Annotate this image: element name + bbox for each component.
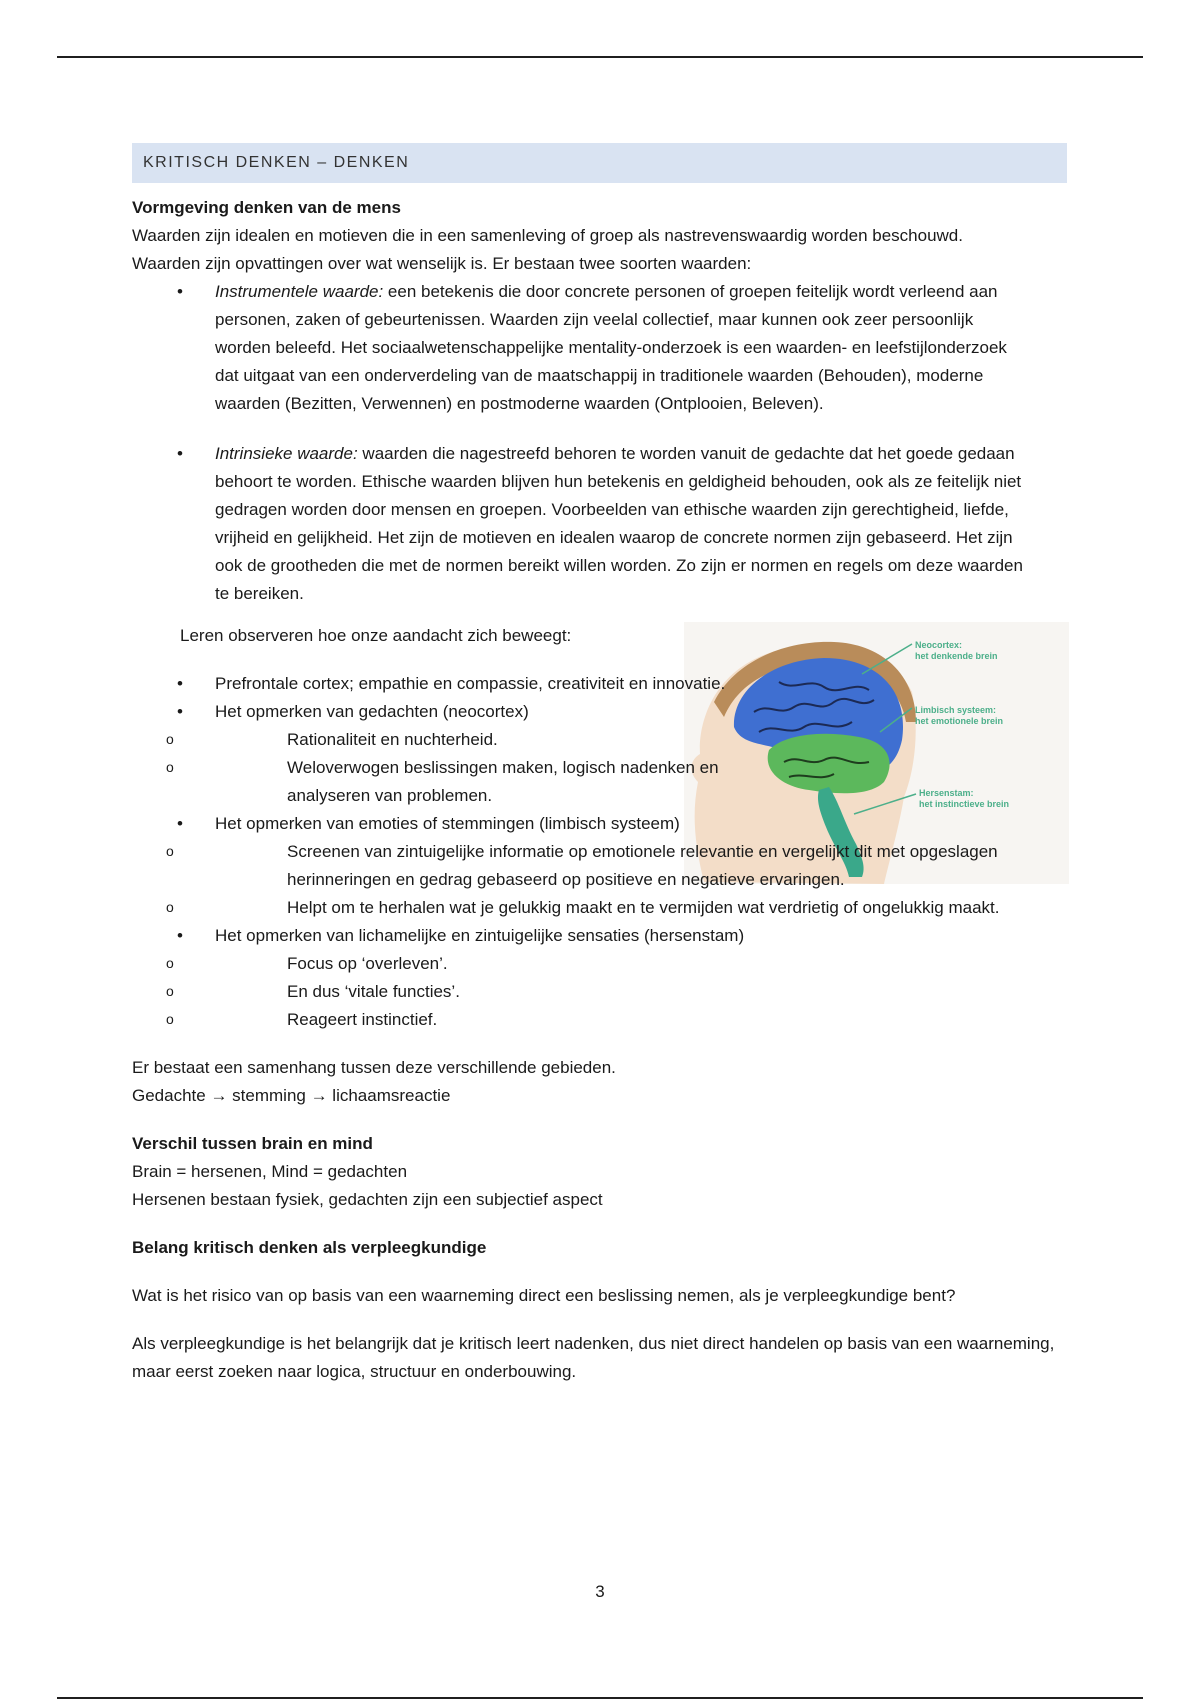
text-instrumentele: een betekenis die door concrete personen of groepen feitelijk wordt verleend aan personen, zaken of gebeurtenissen. Waarden zijn veelal collectief, maar kunnen ook zeer persoonlijk worden beleefd. Het sociaalwetenschappelijke mentality-onderzoek is een waarden- en leefstijlonderzoek dat uitgaat van een onderverdeling van de maatschappij in traditionele waarden (Behouden), moderne waarden (Bezitten, Verwennen) en postmoderne waarden (Ontplooien, Beleven).: [215, 282, 1007, 413]
list-item-prefrontal: [132, 670, 765, 698]
relation-line-1: Er bestaat een samenhang tussen deze verschillende gebieden.: [132, 1058, 616, 1077]
label-brainstem: [919, 788, 1009, 810]
page-content: [132, 143, 1067, 1386]
list-item-limbic: [132, 810, 1067, 922]
sub-item: [132, 950, 1067, 978]
text-intrinsieke: waarden die nagestreefd behoren te worden vanuit de gedachte dat het goede gedaan behoort te worden. Ethische waarden blijven hun betekenis en geldigheid behouden, ook als ze feitelijk niet gedragen worden door mensen en groepen. Voorbeelden van ethische waarden zijn gerechtigheid, liefde, vrijheid en gelijkheid. Het zijn de motieven en idealen waarop de concrete normen zijn gebaseerd. Het zijn ook de grootheden die met de normen bereikt willen worden. Zo zijn er normen en regels om deze waarden te bereiken.: [215, 444, 1023, 603]
term-intrinsieke: Intrinsieke waarde:: [215, 444, 358, 463]
hersenstam-sublist: [132, 950, 1067, 1034]
sub-item: [132, 726, 765, 754]
brain-section: [132, 622, 1067, 1034]
values-list: [132, 278, 1067, 608]
list-item-instrumentele: [132, 278, 1067, 418]
list-item-hersenstam: [132, 922, 1067, 1034]
brain-intro: Leren observeren hoe onze aandacht zich beweegt:: [180, 626, 572, 645]
text-prefrontal: Prefrontale cortex; empathie en compassie, creativiteit en innovatie.: [215, 674, 726, 693]
intro-line-1: Waarden zijn idealen en motieven die in een samenleving of groep als nastrevenswaardig worden beschouwd.: [132, 226, 963, 245]
sub-text: Rationaliteit en nuchterheid.: [287, 730, 498, 749]
text-limbic: • Het opmerken van emoties of stemmingen (limbisch systeem): [215, 814, 680, 833]
sub-text: Helpt om te herhalen wat je gelukkig maakt en te vermijden wat verdrietig of ongelukkig maakt.: [287, 898, 1000, 917]
brain-mind-line-2: Hersenen bestaan fysiek, gedachten zijn een subjectief aspect: [132, 1190, 603, 1209]
sub-text: Weloverwogen beslissingen maken, logisch nadenken en analyseren van problemen.: [287, 758, 719, 805]
neocortex-sublist: [132, 726, 765, 810]
relation-line-2: Gedachte → stemming → lichaamsreactie: [132, 1086, 451, 1105]
top-rule: [57, 56, 1143, 58]
brain-mind-line-1: Brain = hersenen, Mind = gedachten: [132, 1162, 408, 1181]
belang-question: Wat is het risico van op basis van een waarneming direct een beslissing nemen, als je verpleegkundige bent?: [132, 1286, 956, 1305]
term-instrumentele: Instrumentele waarde:: [215, 282, 384, 301]
section-header: KRITISCH DENKEN – DENKEN: [132, 143, 1067, 183]
heading-vormgeving: Vormgeving denken van de mens: [132, 198, 401, 217]
sub-text: En dus ‘vitale functies’.: [287, 982, 460, 1001]
label-limbic-title: Limbisch systeem:: [915, 705, 997, 715]
sub-item: [132, 1006, 1067, 1034]
text-hersenstam: Het opmerken van lichamelijke en zintuigelijke sensaties (hersenstam): [215, 926, 745, 945]
label-limbic: [915, 705, 1003, 727]
heading-belang: Belang kritisch denken als verpleegkundige: [132, 1238, 487, 1257]
sub-item: [132, 894, 1067, 922]
list-item-neocortex: [132, 698, 765, 810]
label-brainstem-desc: het instinctieve brein: [919, 799, 1010, 809]
label-brainstem-title: Hersenstam:: [919, 788, 974, 798]
sub-text: Reageert instinctief.: [287, 1010, 438, 1029]
sub-text: Screenen van zintuigelijke informatie op emotionele relevantie en vergelijkt dit met opgeslagen herinneringen en gedrag gebaseerd op positieve en negatieve ervaringen.: [287, 842, 998, 889]
label-neocortex-desc: het denkende brein: [915, 651, 998, 661]
sub-item: [132, 978, 1067, 1006]
limbic-sublist: [132, 838, 1067, 922]
page-number: 3: [595, 1582, 605, 1601]
sub-item: [132, 754, 765, 810]
belang-answer: Als verpleegkundige is het belangrijk dat je kritisch leert nadenken, dus niet direct handelen op basis van een waarneming, maar eerst zoeken naar logica, structuur en onderbouwing.: [132, 1334, 1055, 1381]
label-limbic-desc: het emotionele brein: [915, 716, 1004, 726]
list-item-intrinsieke: [132, 440, 1067, 608]
heading-brain-mind: Verschil tussen brain en mind: [132, 1134, 373, 1153]
sub-text: Focus op ‘overleven’.: [287, 954, 448, 973]
label-neocortex-title: Neocortex:: [915, 640, 963, 650]
intro-line-2: Waarden zijn opvattingen over wat wenselijk is. Er bestaan twee soorten waarden:: [132, 254, 752, 273]
label-neocortex: [915, 640, 998, 662]
bottom-rule: [57, 1697, 1143, 1699]
sub-item: [132, 838, 1067, 894]
text-neocortex: Het opmerken van gedachten (neocortex): [215, 702, 529, 721]
